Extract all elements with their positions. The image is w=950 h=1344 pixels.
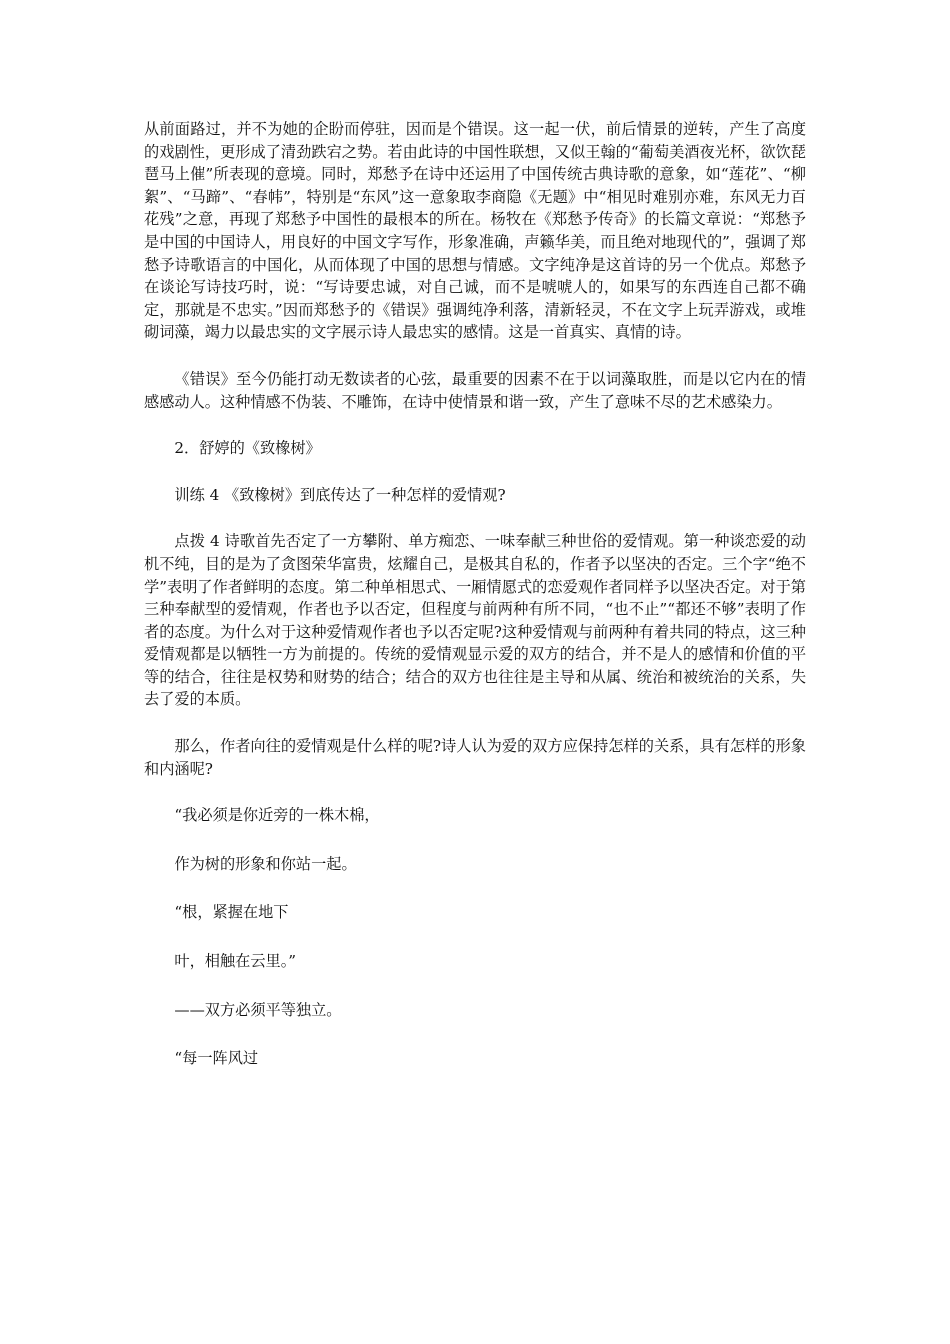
poem-line: “我必须是你近旁的一株木棉， (174, 806, 380, 825)
paragraph-cuowu-analysis: 从前面路过，并不为她的企盼而停驻，因而是个错误。这一起一伏，前后情景的逆转，产生了高度的戏剧性，更形成了清劲跌宕之势。若由此诗的中国性联想，又似王翰的“葡萄美酒夜光杯，欲饮琵琶马上催”所表现的意境。同时，郑愁予在诗中还运用了中国传统古典诗歌的意象，如“莲花”、“柳絮”、“马蹄”、“春帏”，特别是“东风”这一意象取李商隐《无题》中“相见时难别亦难，东风无力百花残”之意，再现了郑愁予中国性的最根本的所在。杨牧在《郑愁予传奇》的长篇文章说：“郑愁予是中国的中国诗人，用良好的中国文字写作，形象准确，声籁华美，而且绝对地现代的”，强调了郑愁予诗歌语言的中国化，从而体现了中国的思想与情感。文字纯净是这首诗的另一个优点。郑愁予在谈论写诗技巧时，说：“写诗要忠诚，对自己诚，而不是唬唬人的，如果写的东西连自己都不确定，那就是不忠实。”因而郑愁予的《错误》强调纯净利落，清新轻灵，不在文字上玩弄游戏，或堆砌词藻，竭力以最忠实的文字展示诗人最忠实的感情。这是一首真实、真情的诗。 (144, 120, 806, 342)
poem-line: 叶，相触在云里。” (174, 952, 297, 971)
poem-line: “每一阵风过 (174, 1049, 259, 1068)
exercise-hint-4: 点拨 4 诗歌首先否定了一方攀附、单方痴恋、一味奉献三种世俗的爱情观。第一种谈恋爱的动机不纯，目的是为了贪图荣华富贵，炫耀自己，是极其自私的，作者予以坚决的否定。三个字“绝不学”表明了作者鲜明的态度。第二种单相思式、一厢情愿式的恋爱观作者同样予以坚决否定。对于第三种奉献型的爱情观，作者也予以否定，但程度与前两种有所不同，“也不止”“都还不够”表明了作者的态度。为什么对于这种爱情观作者也予以否定呢?这种爱情观与前两种有着共同的特点，这三种爱情观都是以牺牲一方为前提的。传统的爱情观显示爱的双方的结合，并不是人的感情和价值的平等的结合，往往是权势和财势的结合；结合的双方也往往是主导和从属、统治和被统治的关系，失去了爱的本质。 (144, 532, 806, 709)
poem-line: 作为树的形象和你站一起。 (174, 854, 357, 873)
paragraph-cuowu-conclusion: 《错误》至今仍能打动无数读者的心弦，最重要的因素不在于以词藻取胜，而是以它内在的情感感动人。这种情感不伪装、不雕饰，在诗中使情景和谐一致，产生了意味不尽的艺术感染力。 (144, 369, 806, 411)
section-heading-zhixiangshu: 2．舒婷的《致橡树》 (174, 439, 321, 458)
exercise-question-4: 训练 4 《致橡树》到底传达了一种怎样的爱情观? (174, 485, 506, 504)
poem-commentary: ——双方必须平等独立。 (174, 1000, 342, 1019)
paragraph-love-question: 那么，作者向往的爱情观是什么样的呢?诗人认为爱的双方应保持怎样的关系，具有怎样的形象和内涵呢? (144, 737, 806, 778)
poem-line: “根，紧握在地下 (174, 903, 289, 922)
document-page (144, 118, 806, 1096)
